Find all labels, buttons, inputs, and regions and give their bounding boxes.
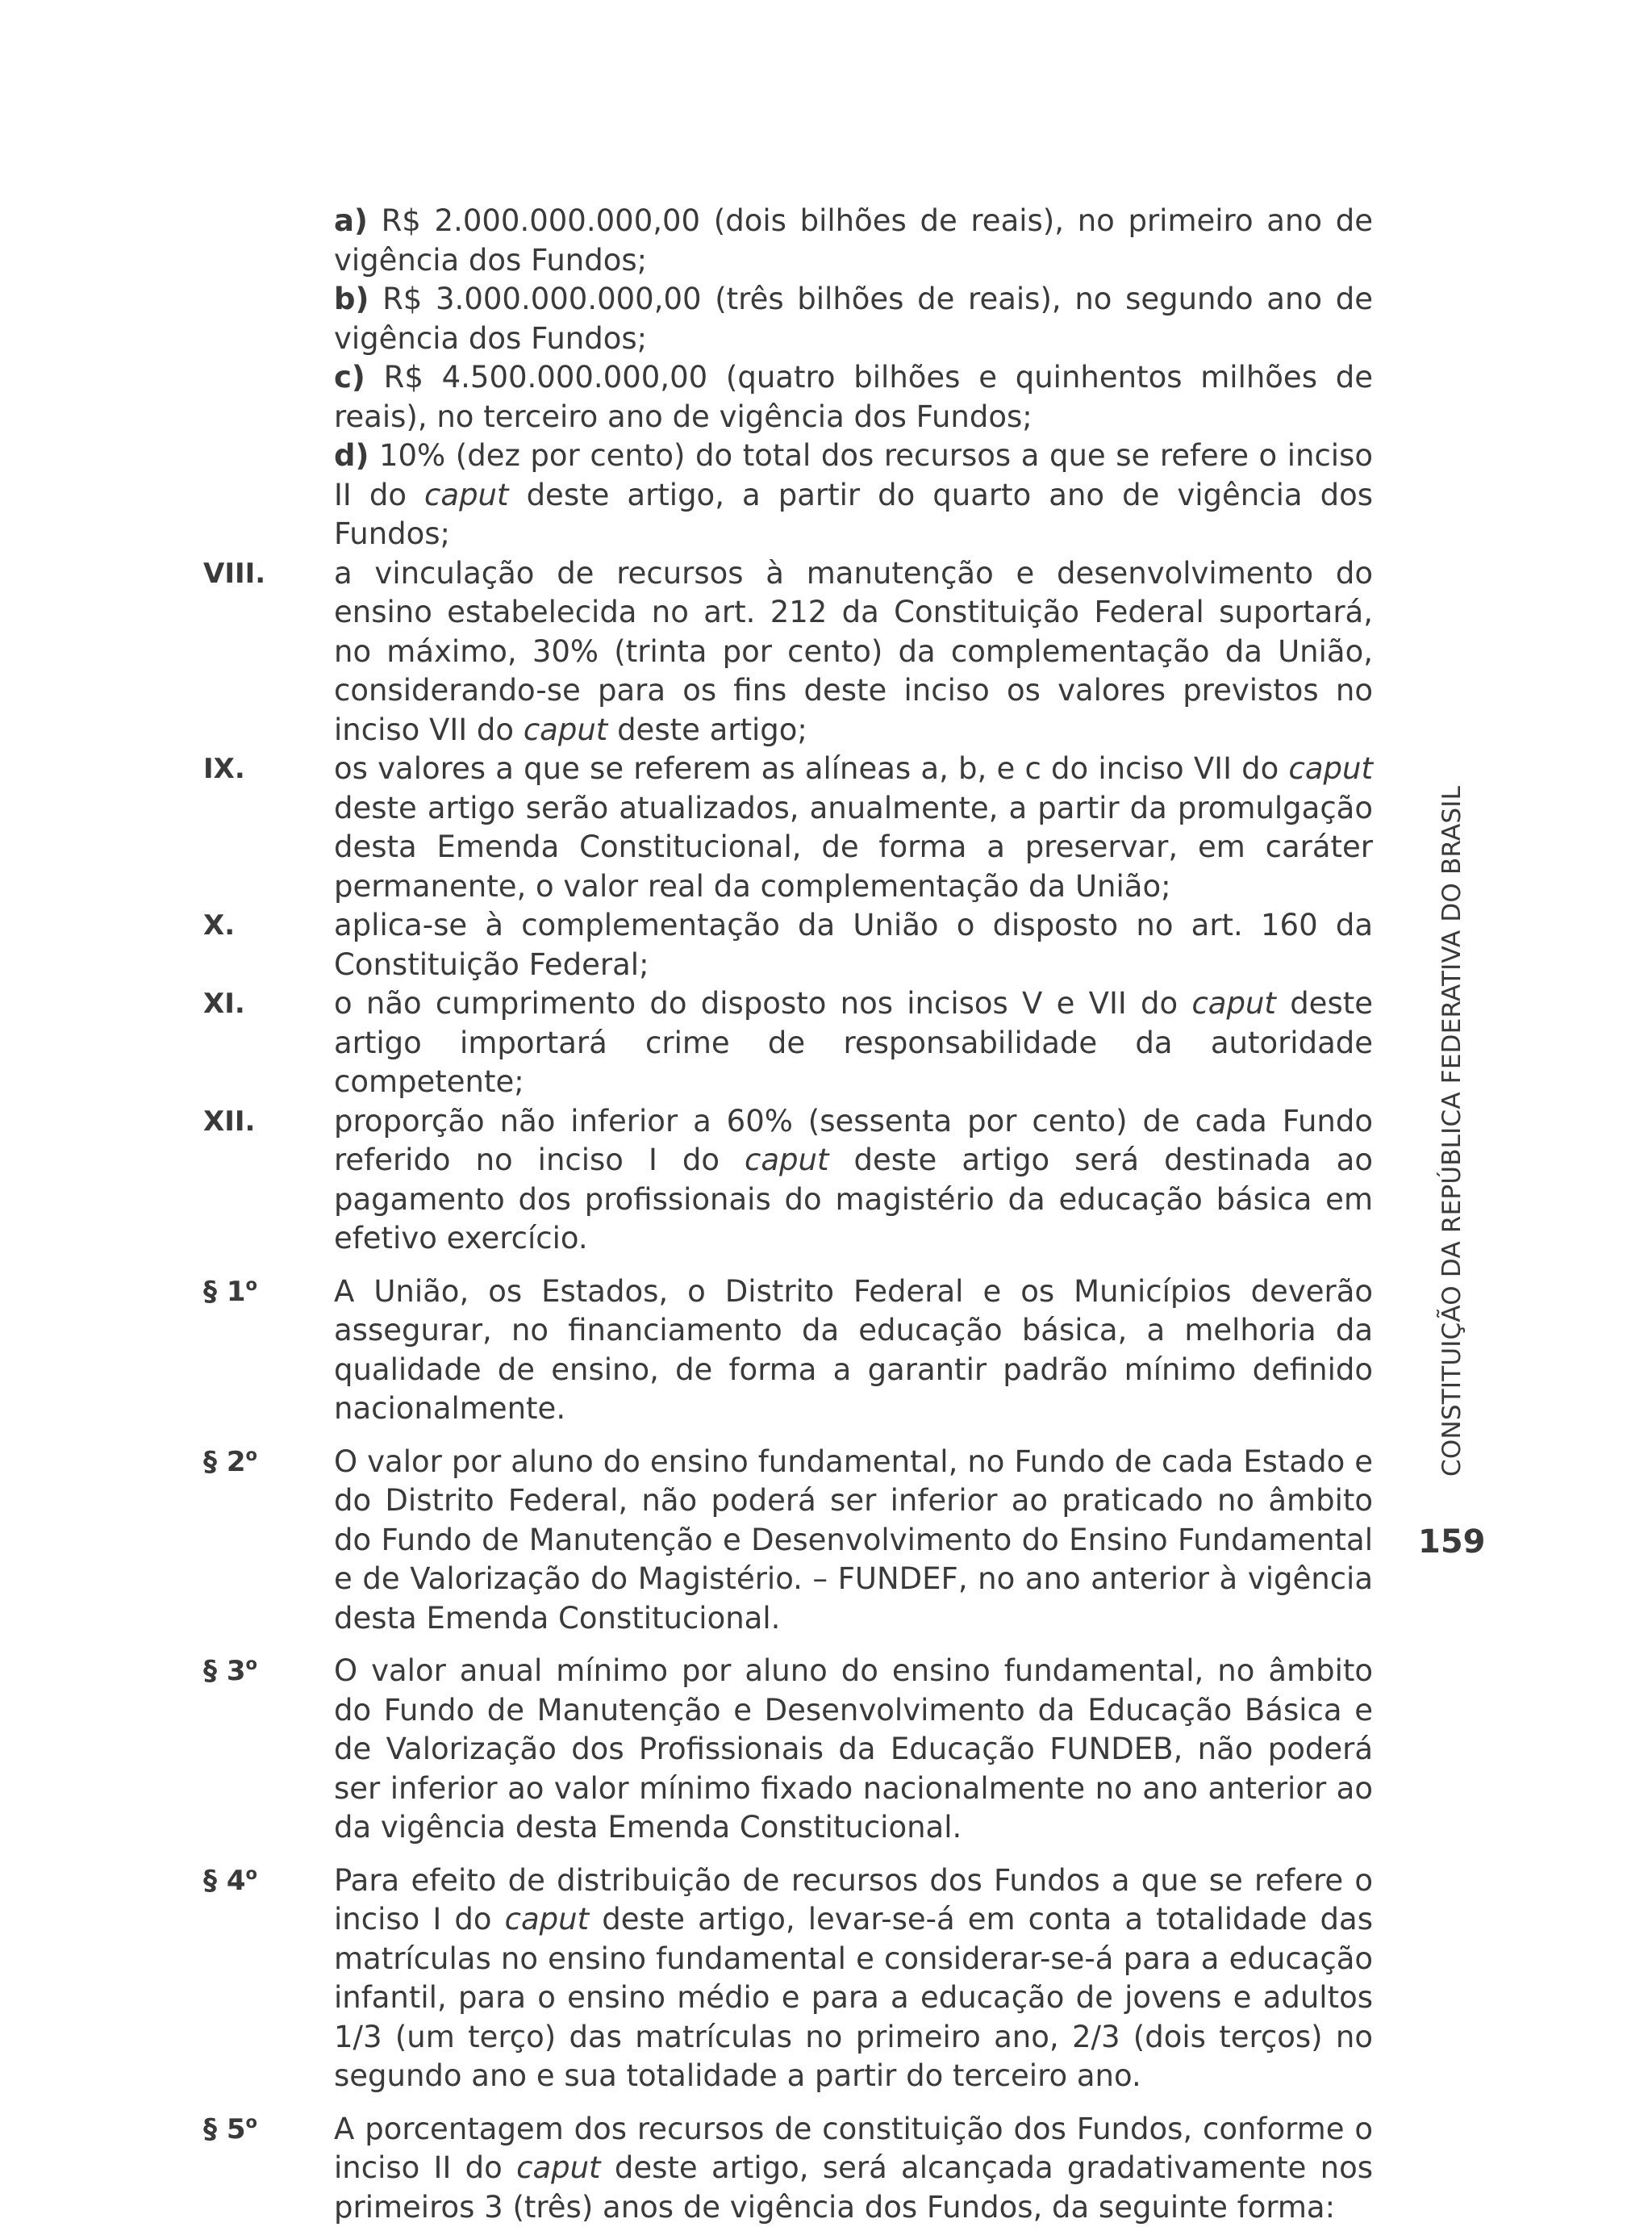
caput-term: caput [745,1143,828,1177]
alinea-text-continued: deste artigo, a partir do quarto ano de vigência dos Fundos; [334,478,1373,552]
paragraph-text: A porcentagem dos recursos de constituição dos Fundos, conforme o inciso II do [334,2112,1373,2186]
inciso-text: o não cumprimento do disposto nos incisos V e VII do [334,986,1178,1021]
ordinal-indicator [246,1445,257,1464]
alinea-label: b) [334,282,369,316]
inciso-text: a vinculação de recursos à manutenção e desenvolvimento do ensino estabelecida no art. 212 da Constituição Federal suportará, no máximo, 30% (trinta por cento) da complementação da União, considerando-se para os fins deste inciso os valores previstos no inciso VII do [334,556,1373,747]
alinea-label: a) [334,203,368,238]
alinea-d [203,437,1373,554]
inciso-label: IX. [203,750,334,789]
alinea-c [203,358,1373,437]
paragraph-text: O valor anual mínimo por aluno do ensino fundamental, no âmbito do Fundo de Manutenção e Desenvolvimento da Educação Básica e de Valorização dos Profissionais da Educação FUNDEB, não poderá ser inferior ao valor mínimo fixado nacionalmente no ano anterior ao da vigência desta Emenda Constitucional. [334,1652,1373,1848]
paragraph-label: § 2 [203,1446,246,1478]
alinea-a [203,202,1373,280]
alinea-text: R$ 3.000.000.000,00 (três bilhões de reais), no segundo ano de vigência dos Fundos; [334,282,1373,356]
inciso-text-continued: deste artigo; [617,712,807,747]
paragraph-3 [203,1652,1373,1848]
ordinal-indicator [246,1275,257,1294]
caput-term: caput [505,1902,589,1937]
inciso-label: XI. [203,984,334,1024]
alinea-label: c) [334,360,365,395]
alinea-text: R$ 2.000.000.000,00 (dois bilhões de reais), no primeiro ano de vigência dos Fundos; [334,203,1373,278]
inciso-text: proporção não inferior a 60% (sessenta por cento) de cada Fundo referido no inciso I do [334,1104,1373,1178]
inciso-label: VIII. [203,554,334,594]
paragraph-5 [203,2110,1373,2227]
inciso-text-continued: deste artigo importará crime de responsabilidade da autoridade competente; [334,986,1373,1099]
caput-term: caput [1289,751,1373,786]
alinea-label: d) [334,438,369,473]
paragraph-4 [203,1861,1373,2096]
inciso-xi [203,984,1373,1102]
page-number: 159 [1418,1523,1486,1561]
inciso-viii [203,554,1373,750]
document-body [203,202,1373,2227]
paragraph-label: § 5 [203,2113,246,2146]
paragraph-text-continued: deste artigo, levar-se-á em conta a totalidade das matrículas no ensino fundamental e considerar-se-á para a educação infantil, para o ensino médio e para a educação de jovens e adultos 1/3 (um terço) das matrículas no primeiro ano, 2/3 (dois terços) no segundo ano e sua totalidade a partir do terceiro ano. [334,1902,1373,2093]
inciso-label: X. [203,906,334,946]
caput-term: caput [1191,986,1275,1021]
inciso-text: aplica-se à complementação da União o disposto no art. 160 da Constituição Federal; [334,906,1373,984]
side-title-text: CONSTITUIÇÃO DA REPÚBLICA FEDERATIVA DO BRASIL [1437,786,1466,1477]
paragraph-1 [203,1272,1373,1429]
alinea-b [203,280,1373,358]
paragraph-text: A União, os Estados, o Distrito Federal e os Municípios deverão assegurar, no financiamento da educação básica, a melhoria da qualidade de ensino, de forma a garantir padrão mínimo definido nacionalmente. [334,1272,1373,1429]
alinea-text: 10% (dez por cento) do total dos recursos a que se refere o inciso II do [334,438,1373,512]
inciso-text-continued: deste artigo será destinada ao pagamento dos profissionais do magistério da educação básica em efetivo exercício. [334,1143,1373,1256]
ordinal-indicator [246,2112,257,2132]
paragraph-label: § 3 [203,1655,246,1687]
inciso-text: os valores a que se referem as alíneas a, b, e c do inciso VII do [334,751,1279,786]
inciso-x [203,906,1373,984]
alinea-text: R$ 4.500.000.000,00 (quatro bilhões e quinhentos milhões de reais), no terceiro ano de vigência dos Fundos; [334,360,1373,434]
inciso-ix [203,750,1373,906]
inciso-label: XII. [203,1102,334,1142]
ordinal-indicator [246,1864,257,1883]
caput-term: caput [424,478,508,512]
paragraph-label: § 4 [203,1865,246,1897]
paragraph-text-continued: deste artigo, será alcançada gradativamente nos primeiros 3 (três) anos de vigência dos Fundos, da seguinte forma: [334,2150,1373,2225]
caput-term: caput [524,712,607,747]
paragraph-text: O valor por aluno do ensino fundamental, no Fundo de cada Estado e do Distrito Federal, não poderá ser inferior ao praticado no âmbito do Fundo de Manutenção e Desenvolvimento do Ensino Fundamental e de Valorização do Magistério. – FUNDEF, no ano anterior à vigência desta Emenda Constitucional. [334,1443,1373,1639]
caput-term: caput [516,2150,600,2185]
inciso-xii [203,1102,1373,1259]
ordinal-indicator [246,1654,257,1673]
paragraph-2 [203,1443,1373,1639]
inciso-text-continued: deste artigo serão atualizados, anualmente, a partir da promulgação desta Emenda Constitucional, de forma a preservar, em caráter permanente, o valor real da complementação da União; [334,791,1373,904]
paragraph-label: § 1 [203,1276,246,1308]
paragraph-text: Para efeito de distribuição de recursos dos Fundos a que se refere o inciso I do [334,1863,1373,1937]
